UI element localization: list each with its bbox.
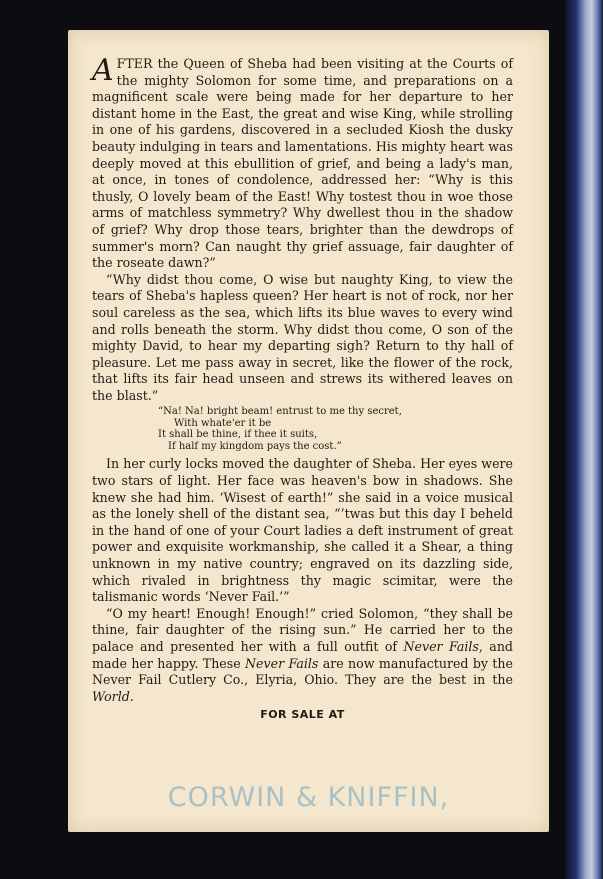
verse-line: It shall be thine, if thee it suits,	[158, 429, 318, 441]
for-sale-label: FOR SALE AT	[260, 708, 345, 722]
verse-line: With whate'er it be	[174, 417, 272, 429]
verse-line: “Na! Na! bright beam! entrust to me thy secret,	[158, 406, 402, 418]
paragraph-2: “Why didst thou come, O wise but naughty King, to view the tears of Sheba's hapless queen? Her heart is not of rock, nor her soul careless as the sea, which lifts its blue waves to every wind and rolls beneath the storm. Why didst thou come, O son of the mighty David, to hear my departing sigh? Return to thy hall of pleasure. Let me pass away in secret, like the flower of the rock, that lifts its fair head unseen and strews its withered leaves on the blast.”	[92, 271, 513, 403]
paragraph-3: In her curly locks moved the daughter of Sheba. Her eyes were two stars of light. Her face was heaven's bow in shadows. She knew she had him. ‘Wisest of earth!” she said in a voice musical as the lonely shell of the distant sea, “’twas but this day I beheld in the hand of one of your Court ladies a deft instrument of great power and exquisite workmanship, she called it a Shear, a thing unknown in my native country; engraved on its dazzling side, which rivaled in brightness thy magic scimitar, were the talismanic words ‘Never Fail.’”	[92, 456, 513, 605]
scan-edge	[565, 0, 603, 879]
drop-cap: A	[92, 53, 114, 88]
product-name: Never Fails	[403, 639, 479, 654]
dealer-stamp: CORWIN & KNIFFIN,	[167, 782, 450, 813]
paragraph-4-text: .	[129, 688, 134, 704]
world-word: World	[92, 688, 130, 704]
paragraph-4-text: “O my heart! Enough! Enough!” cried Solomon, “they shall be thine, fair daughter of the rising sun.” He carried her to the palace and presented her with a full outfit of	[92, 605, 513, 654]
paragraph-4	[92, 606, 513, 706]
verse-line: If half my kingdom pays the cost.”	[168, 440, 342, 452]
verse-block	[158, 406, 513, 452]
paragraph-1	[92, 53, 513, 272]
paragraph-1-text: FTER the Queen of Sheba had been visiting at the Courts of the mighty Solomon for some time, and preparations on a magnificent scale were being made for her departure to her distant home in the East, the great and wise King, while strolling in one of his gardens, discovered in a secluded Kiosh the dusky beauty indulging in tears and lamentations. His mighty heart was deeply moved at this ebullition of grief, and being a lady's man, at once, in tones of condolence, addressed her: “Why is this thusly, O lovely beam of the East! Why tostest thou in woe those arms of matchless symmetry? Why dwellest thou in the shadow of grief? Why drop those tears, brighter than the dewdrops of summer's morn? Can naught thy grief assuage, fair daughter of the roseate dawn?”	[92, 56, 513, 271]
story-text	[92, 53, 513, 722]
product-name: Never Fails	[245, 655, 319, 671]
trade-card	[68, 30, 549, 832]
paragraph-4-text: are now manufactured by the Never Fail Cutlery Co., Elyria, Ohio. They are the best in the	[92, 655, 513, 688]
paragraph-4-text: , and made her happy. These	[92, 639, 513, 671]
